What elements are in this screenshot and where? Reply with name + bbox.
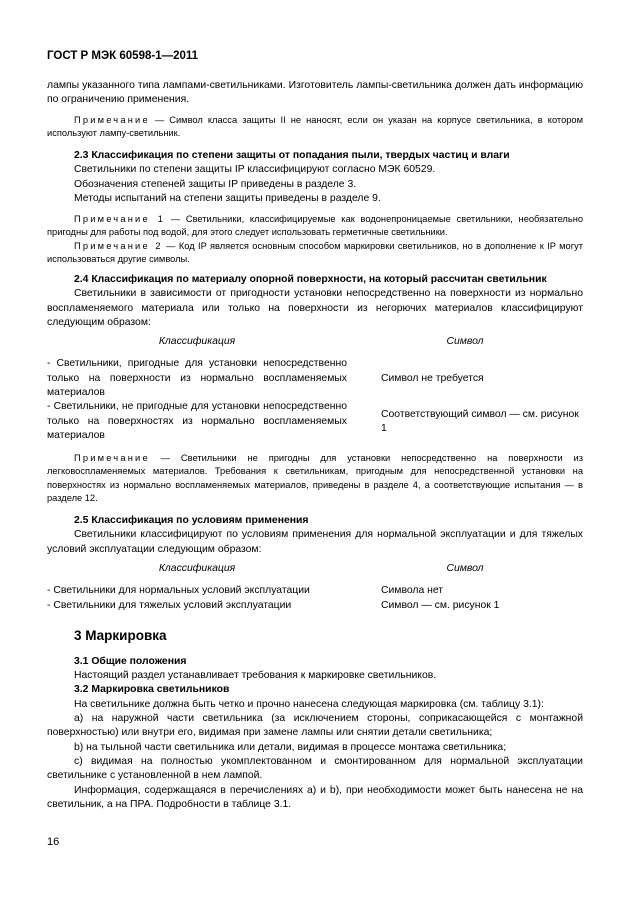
s25-classification-table (47, 562, 583, 613)
s24-classification-table (47, 335, 583, 443)
intro-paragraph: лампы указанного типа лампами-светильниками. Изготовитель лампы-светильника должен дать информацию по ограничению применения. (47, 80, 583, 106)
classification-cell: - Светильники, не пригодные для установки непосредственно только на поверхностях из нормально воспламеняемых материалов (47, 401, 347, 441)
s31-paragraph: Настоящий раздел устанавливает требования к маркировке светильников. (74, 670, 437, 682)
section-2-5-heading: 2.5 Классификация по условиям применения (74, 515, 309, 527)
s24-paragraph: Светильники в зависимости от пригодности установки непосредственно на поверхности из нормально воспламеняемого материала или только на поверхности из негорючих материалов классифицируют следующим образом: (47, 288, 583, 328)
note-text: — Символ класса защиты II не наносят, если он указан на корпусе светильника, в котором используют лампу-светильник. (47, 114, 583, 138)
s25-paragraph: Светильники классифицируют по условиям применения для нормальной эксплуатации и для тяжелых условий эксплуатации следующим образом: (47, 529, 583, 555)
list-item-a: а) на наружной части светильника (за исключением стороны, соприкасающейся с монтажной поверхностью) или внутри его, видимая при замене лампы или снятии детали светильника; (47, 713, 583, 739)
s32-paragraph: На светильнике должна быть четко и прочно нанесена следующая маркировка (см. таблицу 3.1): (74, 698, 544, 710)
symbol-cell: Символа нет (381, 585, 444, 597)
list-item-b: b) на тыльной части светильника или детали, видимая в процессе монтажа светильника; (74, 741, 507, 753)
section-3-2-heading: 3.2 Маркировка светильников (74, 684, 230, 696)
s23-line-3: Методы испытаний на степени защиты приведены в разделе 9. (74, 192, 381, 204)
table-row (47, 400, 583, 443)
table-header-row (47, 562, 583, 584)
s23-note-1 (47, 213, 583, 239)
note-label: Примечание 2 (74, 240, 163, 251)
note-label: Примечание 1 (74, 214, 166, 225)
symbol-cell: Соответствующий символ — см. рисунок 1 (381, 408, 579, 434)
note-text: — Код IP является основным способом маркировки светильников, но в дополнение к IP могут использоваться другие символы. (47, 240, 583, 264)
section-3-heading: 3 Маркировка (74, 627, 167, 643)
note-label: Примечание (74, 453, 150, 464)
table-row (47, 599, 583, 613)
table-header-row (47, 335, 583, 357)
intro-note (47, 114, 583, 140)
section-2-4-heading: 2.4 Классификация по материалу опорной поверхности, на который рассчитан светильник (74, 274, 547, 285)
table-row (47, 584, 583, 598)
note-text: — Светильники не пригодны для установки непосредственно на поверхности из легковоспламеняемых материалов. Требования к светильникам, пригодным для непосредственной установки на поверхностях из нормально воспламеняемых материалов, приведены в разделе 4, а соответствующие испытания — в разделе 12. (47, 453, 583, 503)
s24-note (47, 452, 583, 505)
column-header-symbol: Символ (446, 336, 484, 348)
list-item-c: c) видимая на полностью укомплектованном и смонтированном для нормальной эксплуатации светильнике с установленной в нем лампой. (47, 755, 583, 782)
column-header-symbol: Символ (446, 562, 484, 574)
page-number: 16 (47, 836, 60, 848)
s23-note-2 (47, 240, 583, 266)
note-label: Примечание (74, 114, 150, 125)
symbol-cell: Символ — см. рисунок 1 (381, 599, 500, 611)
column-header-classification: Классификация (158, 336, 236, 348)
column-header-classification: Классификация (158, 562, 236, 574)
section-2-3-heading: 2.3 Классификация по степени защиты от попадания пыли, твердых частиц и влаги (74, 150, 510, 161)
document-header: ГОСТ Р МЭК 60598-1—2011 (47, 50, 199, 62)
symbol-cell: Символ не требуется (381, 372, 484, 384)
info-paragraph: Информация, содержащаяся в перечислениях а) и b), при необходимости может быть нанесена не на светильник, а на ПРА. Подробности в таблице 3.1. (47, 784, 583, 810)
section-3-1-heading: 3.1 Общие положения (74, 655, 187, 667)
note-text: — Светильники, классифицируемые как водонепроницаемые светильники, необязательно пригодны для работы под водой, для этого следует использовать герметичные светильники. (47, 214, 584, 238)
s23-line-1: Светильники по степени защиты IP классифицируют согласно МЭК 60529. (74, 164, 436, 176)
classification-cell: - Светильники для тяжелых условий эксплуатации (47, 599, 292, 611)
document-body (47, 79, 583, 812)
classification-cell: - Светильники для нормальных условий эксплуатации (47, 585, 310, 597)
classification-cell: - Светильники, пригодные для установки непосредственно только на поверхности из нормально воспламеняемых материалов (47, 358, 347, 399)
s23-line-2: Обозначения степеней защиты IP приведены в разделе 3. (74, 178, 357, 190)
table-row (47, 357, 583, 400)
